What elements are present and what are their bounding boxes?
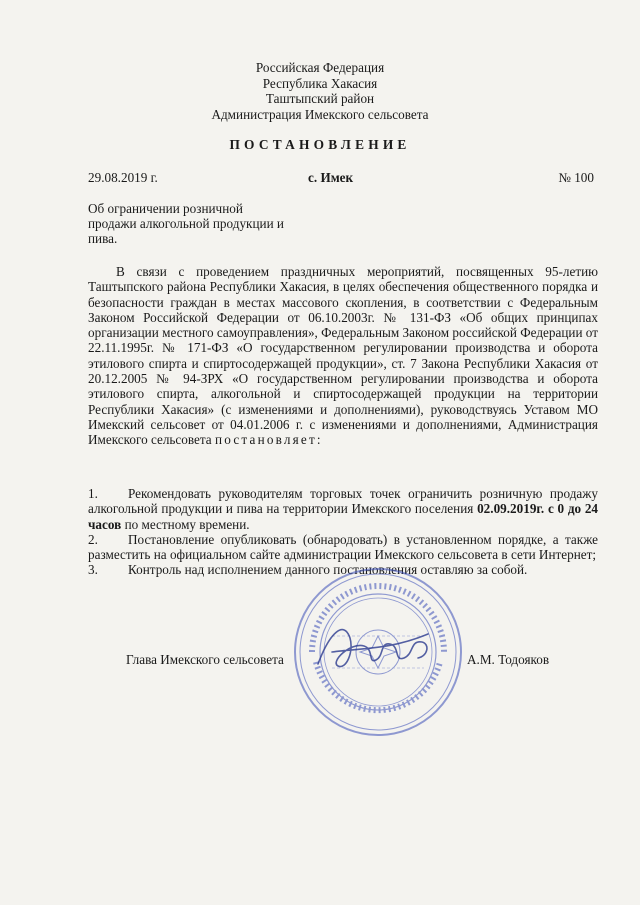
- header-country: Российская Федерация: [255, 60, 385, 75]
- item-number: 1.: [88, 486, 98, 501]
- decree-item: [88, 532, 598, 563]
- preamble-paragraph: [88, 264, 598, 448]
- document-title: ПОСТАНОВЛЕНИЕ: [229, 137, 411, 152]
- signatory-title: Глава Имекского сельсовета: [126, 652, 284, 667]
- document-number: № 100: [558, 170, 594, 185]
- preamble: [88, 264, 598, 448]
- subject-line: продажи алкогольной продукции и: [88, 216, 284, 232]
- subject-line: пива.: [88, 231, 118, 247]
- item-text: Контроль над исполнением данного постановления оставляю за собой.: [128, 562, 528, 578]
- item-text: Постановление опубликовать (обнародовать) в установленном порядке, а также разместить на официальном сайте администрации Имекского сельсовета в сети Интернет;: [88, 531, 598, 563]
- item-number: 2.: [88, 531, 98, 547]
- header-administration: Администрация Имекского сельсовета: [211, 106, 429, 122]
- handwritten-signature: [310, 612, 440, 682]
- header-district: Таштыпский район: [265, 91, 375, 107]
- document-header: [0, 60, 640, 122]
- item-text-tail: по местному времени.: [121, 516, 250, 532]
- signatory-name: А.М. Тодояков: [467, 652, 550, 667]
- subject-line: Об ограничении розничной: [88, 201, 243, 216]
- decree-item: [88, 486, 598, 532]
- item-bold-period: 02.09.2019г. с 0 до 24 часов: [88, 501, 599, 532]
- decree-word: постановляет:: [214, 432, 323, 448]
- document-subject: [88, 201, 318, 247]
- document-date: 29.08.2019 г.: [88, 170, 158, 185]
- decree-items: [88, 486, 598, 578]
- item-number: 3.: [88, 562, 98, 578]
- document-place: с. Имек: [308, 170, 354, 185]
- preamble-text: В связи с проведением праздничных мероприятий, посвященных 95-летию Таштыпского района Республики Хакасия, в целях обеспечения общественного порядка и безопасности граждан в местах массового скопления, в соответствии с Федеральным Законом Российской Федерации от 06.10.2003г. № 131-ФЗ «Об общих принципах организации местного самоуправления», Федеральным Законом российской Федерации от 22.11.1995г. № 171-ФЗ «О государственном регулировании производства и оборота этилового спирта и спиртосодержащей продукции», ст. 7 Закона Республики Хакасия от 20.12.2005 № 94-ЗРХ «О государственном регулировании производства и оборота этилового спирта, алкогольной и спиртосодержащей продукции на территории Республики Хакасия» (с изменениями и дополнениями), руководствуясь Уставом МО Имекский сельсовет от 04.01.2006 г. с изменениями и дополнениями, Администрация Имекского сельсовета: [88, 264, 598, 448]
- item-text: Рекомендовать руководителям торговых точек ограничить розничную продажу алкогольной продукции и пива на территории Имекского поселения: [88, 486, 598, 517]
- header-republic: Республика Хакасия: [262, 75, 378, 91]
